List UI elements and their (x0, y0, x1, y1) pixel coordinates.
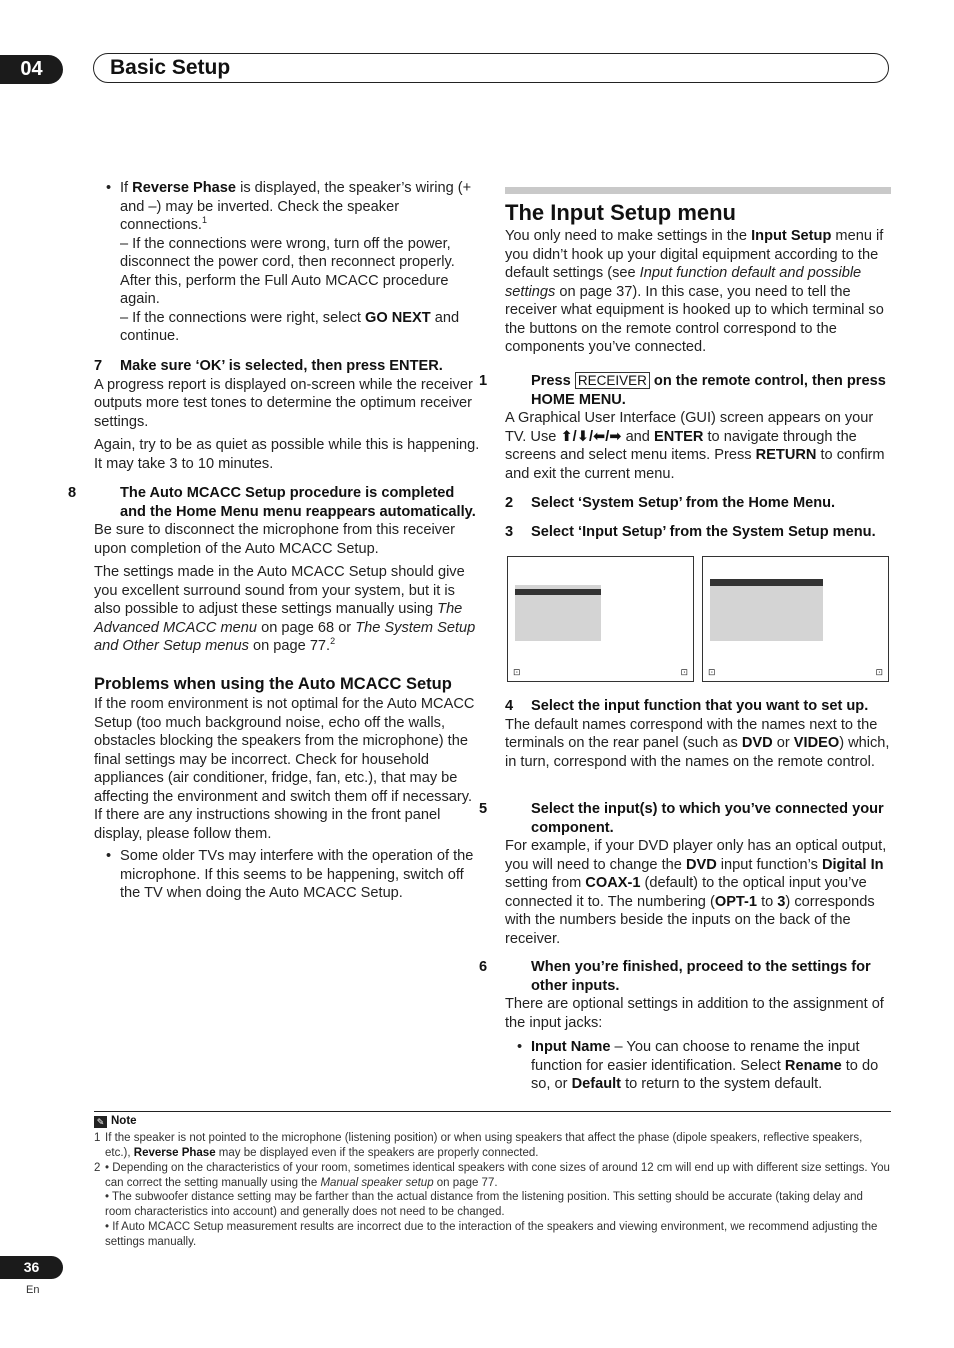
step-6: 6 When you’re finished, proceed to the settings for other inputs. There are optional settings in addition to the assignment of the input jacks: • Input Name – You can choose to rename the input function for easier identification. Select Rename to do so, or Default to return to the system default. (505, 958, 891, 1094)
footnote-2-line-3: • If Auto MCACC Setup measurement results are incorrect due to the interaction of the speakers and viewing environment, we recommend adjusting the settings manually. (105, 1221, 878, 1248)
older-tv-text: Some older TVs may interfere with the operation of the microphone. If this seems to be happening, switch off the TV when doing the Auto MCACC Setup. (120, 848, 474, 901)
footnote-2: 2 • Depending on the characteristics of your room, sometimes identical speakers with cone sizes of around 12 cm will end up with different size settings. You can correct the setting manually using the Manual speaker setup on page 77. (94, 1162, 890, 1189)
language-code: En (26, 1284, 40, 1296)
return-icon: ⊡ (708, 667, 716, 677)
section-title: The Input Setup menu (505, 200, 736, 225)
note-pencil-icon: ✎ (94, 1116, 107, 1128)
right-connection-text: – If the connections were right, select GO NEXT and continue. (120, 309, 460, 344)
intro-paragraph: You only need to make settings in the Input Setup menu if you didn’t hook up your digital equipment according to the default settings (see Input function default and possible settings on page 37). In this case, you need to tell the receiver what equipment is hooked up to which terminal so the buttons on the remote control correspond to the components you’ve connected. (505, 228, 884, 355)
selected-menu-item (710, 579, 823, 586)
step-7-paragraph-2: Again, try to be as quiet as possible while this is happening. It may take 3 to 10 minutes. (94, 437, 480, 472)
step-4-paragraph: The default names correspond with the names next to the terminals on the rear panel (such as DVD or VIDEO) which, in turn, correspond with the names on the remote control. (505, 716, 890, 770)
step-5-paragraph: For example, if your DVD player only has an optical output, you will need to change the DVD input function’s Digital In setting from COAX-1 (default) to the optical input you’ve connected it to. The numbering (OPT-1 to 3) corresponds with the numbers beside the inputs on the back of the receiver. (505, 838, 887, 947)
bullet-dot: • (106, 848, 112, 864)
problems-heading: Problems when using the Auto MCACC Setup (94, 675, 452, 693)
arrow-keys-icon: ⬆/⬇/⬅/➡ (560, 428, 622, 445)
problems-section (94, 695, 480, 903)
menu-panel (710, 579, 823, 641)
step-8: 8 The Auto MCACC Setup procedure is completed and the Home Menu menu reappears automatically. Be sure to disconnect the microphone from this receiver upon completion of the Auto MCACC Setup. The settings made in the Auto MCACC Setup should give you excellent surround sound from your system, but it is also possible to adjust these settings manually using The Advanced MCACC menu on page 68 or The System Setup and Other Setup menus on page 77.$^2$ (94, 484, 480, 656)
step-2: 2 Select ‘System Setup’ from the Home Menu. (505, 495, 836, 511)
home-menu-screenshot (507, 556, 694, 682)
system-setup-screenshot (702, 556, 889, 682)
step-8-paragraph-1: Be sure to disconnect the microphone from this receiver upon completion of the Auto MCACC Setup. (94, 522, 455, 557)
step-7-paragraph-1: A progress report is displayed on-screen while the receiver outputs more test tones to determine the optimum receiver settings. (94, 376, 473, 430)
chapter-header-bar (93, 53, 889, 83)
footnote-1: 1 If the speaker is not pointed to the microphone (listening position) or when using speakers that affect the phase (dipole speakers, reflective speakers, etc.), Reverse Phase may be displayed even if the speakers are properly connected. (94, 1132, 863, 1159)
step-7: 7 Make sure ‘OK’ is selected, then press ENTER. A progress report is displayed on-screen while the receiver outputs more test tones to determine the optimum receiver settings. Again, try to be as quiet as possible while this is happening. It may take 3 to 10 minutes. (94, 358, 480, 472)
chapter-number-badge: 04 (0, 55, 63, 84)
chapter-title: Basic Setup (110, 56, 231, 79)
wrong-connection-text: – If the connections were wrong, turn off the power, disconnect the power cord, then reconnect properly. After this, perform the Full Auto MCACC procedure again. (120, 235, 455, 307)
step-1: 1 Press RECEIVER on the remote control, then press HOME MENU. A Graphical User Interface (GUI) screen appears on your TV. Use ⬆/⬇/⬅/➡ and ENTER to navigate through the screens and select menu items. Press RETURN to confirm and exit the current menu. (505, 372, 891, 483)
exit-icon: ⊡ (680, 667, 688, 677)
step-3: 3 Select ‘Input Setup’ from the System Setup menu. (505, 524, 876, 540)
page-number: 36 (0, 1256, 63, 1279)
bullet-dot: • (517, 1039, 523, 1055)
receiver-key: RECEIVER (575, 372, 650, 389)
reverse-phase-bullet (94, 179, 480, 346)
bullet-dot: • (106, 180, 112, 196)
exit-icon: ⊡ (875, 667, 883, 677)
footnote-2-line-2: • The subwoofer distance setting may be farther than the actual distance from the listening position. This setting should be accurate (taking delay and room characteristics into account) and generally does not need to be changed. (105, 1191, 863, 1218)
section-rule (505, 187, 891, 194)
return-icon: ⊡ (513, 667, 521, 677)
note-rule (94, 1111, 891, 1112)
step-1-paragraph: A Graphical User Interface (GUI) screen appears on your TV. Use ⬆/⬇/⬅/➡ and ENTER to navigate through the screens and select menu items. Press RETURN to confirm and exit the current menu. (505, 410, 885, 482)
problems-paragraph: If the room environment is not optimal for the Auto MCACC Setup (too much background noise, echo off the walls, obstacles blocking the speakers from the microphone) the final settings may be incorrect. Check for household appliances (air conditioner, fridge, fan, etc.), that may be affecting the environment and switch them off if necessary. If there are any instructions showing in the front panel display, please follow them. (94, 696, 475, 842)
step-5: 5 Select the input(s) to which you’ve connected your component. For example, if your DVD player only has an optical output, you will need to change the DVD input function’s Digital In setting from COAX-1 (default) to the optical input you’ve connected it to. The numbering (OPT-1 to 3) corresponds with the numbers beside the inputs on the back of the receiver. (505, 800, 891, 948)
step-6-paragraph: There are optional settings in addition to the assignment of the input jacks: (505, 996, 884, 1031)
step-4: 4 Select the input function that you want to set up. The default names correspond with the names next to the terminals on the rear panel (such as DVD or VIDEO) which, in turn, correspond with the names on the remote control. (505, 698, 890, 770)
input-name-text: Input Name – You can choose to rename the input function for easier identification. Select Rename to do so, or Default to return to the system default. (531, 1039, 879, 1092)
note-label: ✎ Note (94, 1114, 137, 1128)
reverse-phase-text: If Reverse Phase is displayed, the speaker’s wiring (+ and –) may be inverted. Check the speaker connections.$^1$ (120, 180, 472, 233)
selected-menu-item (515, 589, 601, 595)
step-8-paragraph-2: The settings made in the Auto MCACC Setup should give you excellent surround sound from your system, but it is also possible to adjust these settings manually using The Advanced MCACC menu on page 68 or The System Setup and Other Setup menus on page 77.$^2$ (94, 564, 476, 654)
